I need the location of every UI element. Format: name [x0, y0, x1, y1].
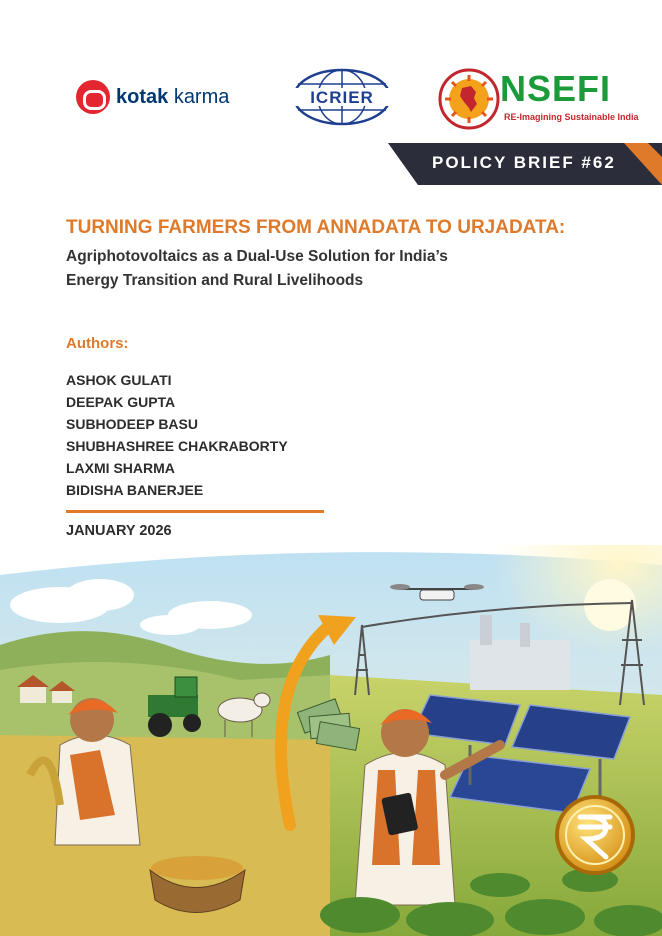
author-name: SUBHODEEP BASU	[66, 416, 198, 432]
authors-list	[66, 369, 288, 501]
policy-brief-badge	[388, 143, 662, 185]
author-name: ASHOK GULATI	[66, 372, 172, 388]
kotak-logo-text	[116, 86, 229, 109]
authors-heading: Authors:	[66, 335, 129, 352]
sun-icon	[584, 579, 636, 631]
cover-illustration	[0, 545, 662, 936]
rupee-coin-icon	[557, 797, 633, 873]
author-name: BIDISHA BANERJEE	[66, 482, 204, 498]
report-title: TURNING FARMERS FROM ANNADATA TO URJADATA:	[66, 217, 566, 238]
nsefi-tagline: RE-Imagining Sustainable India	[504, 112, 639, 122]
logo-row	[0, 60, 662, 140]
author-name: SHUBHASHREE CHAKRABORTY	[66, 438, 288, 454]
kotak-karma-logo	[76, 80, 229, 114]
icrier-logo	[290, 68, 394, 126]
policy-brief-label: POLICY BRIEF #62	[432, 153, 616, 172]
nsefi-logo	[438, 64, 639, 134]
author-name: DEEPAK GUPTA	[66, 394, 176, 410]
nsefi-name: NSEFI	[500, 68, 612, 109]
publication-date: JANUARY 2026	[66, 523, 172, 539]
nsefi-seal-icon	[438, 66, 500, 132]
svg-text:ICRIER: ICRIER	[310, 88, 374, 107]
subtitle-line-2: Energy Transition and Rural Livelihoods	[66, 272, 364, 289]
author-name: LAXMI SHARMA	[66, 460, 175, 476]
karma-word: karma	[173, 85, 230, 108]
kotak-word: kotak	[116, 85, 169, 108]
divider	[66, 510, 324, 513]
report-subtitle	[66, 245, 586, 293]
kotak-infinity-icon	[76, 80, 110, 114]
subtitle-line-1: Agriphotovoltaics as a Dual-Use Solution for India’s	[66, 248, 448, 265]
